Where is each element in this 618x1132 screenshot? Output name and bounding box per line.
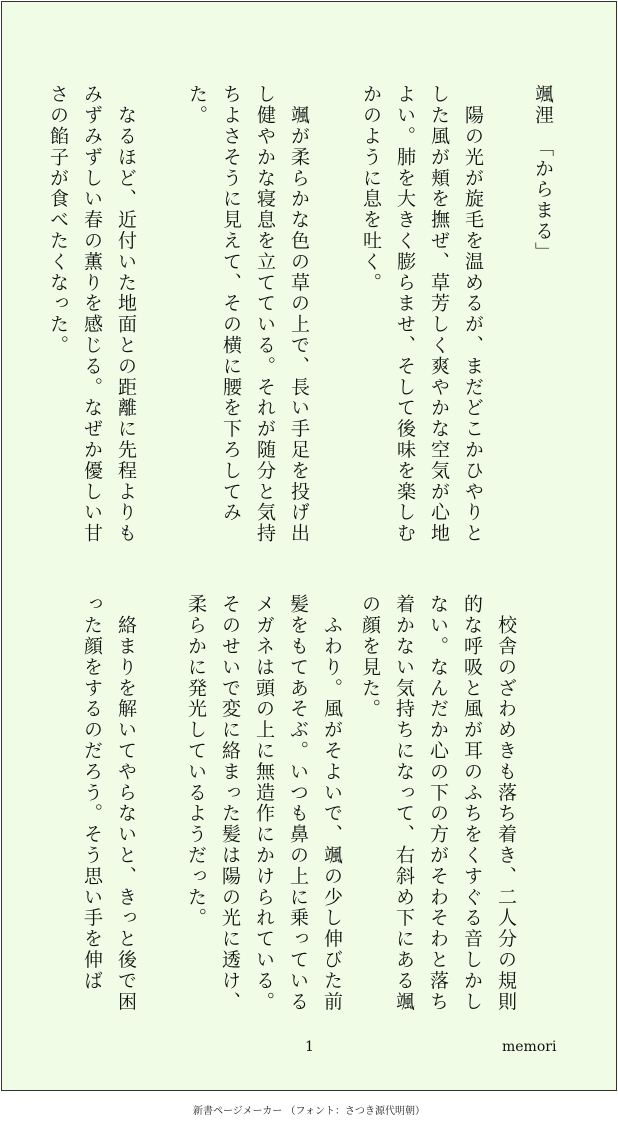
paragraph: 校舎のざわめきも落ち着き、二人分の規則的な呼吸と風が耳のふちをくすぐる音しかしない。なんだか心の下の方がそわそわと落ち着かない気持ちになって、右斜め下にある颯の顔を見た。 <box>359 594 517 1012</box>
paragraph: なるほど、近付いた地面との距離に先程よりもみずみずしい春の薫りを感じる。なぜか優しい甘さの餡子が食べたくなった。 <box>47 84 137 544</box>
footer-caption: 新書ページメーカー （フォント：さつき源代明朝） <box>193 1106 425 1117</box>
manuscript-page <box>1 1 617 1091</box>
page-number: 1 <box>305 1039 314 1055</box>
story-title: 颯浬 「からまる」 <box>532 84 554 263</box>
paragraph: ふわり。風がそよいで、颯の少し伸びた前髪をもてあそぶ。いつも鼻の上に乗っているメガネは頭の上に無造作にかけられている。そのせいで変に絡まった髪は陽の光に透け、柔らかに発光しているようだった。 <box>185 594 343 1012</box>
paragraph: 颯が柔らかな色の草の上で、長い手足を投げ出し健やかな寝息を立てている。それが随分と気持ちよさそうに見えて、その横に腰を下ろしてみた。 <box>186 84 310 544</box>
brand-label: memori <box>502 1039 557 1055</box>
paragraph: 陽の光が旋毛を温めるが、まだどこかひやりとした風が頬を撫ぜ、草芳しく爽やかな空気が心地よい。肺を大きく膨らませ、そして後味を楽しむかのように息を吐く。 <box>360 84 484 544</box>
paragraph: 絡まりを解いてやらないと、きっと後で困った顔をするのだろう。そう思い手を伸ば <box>81 594 137 1012</box>
